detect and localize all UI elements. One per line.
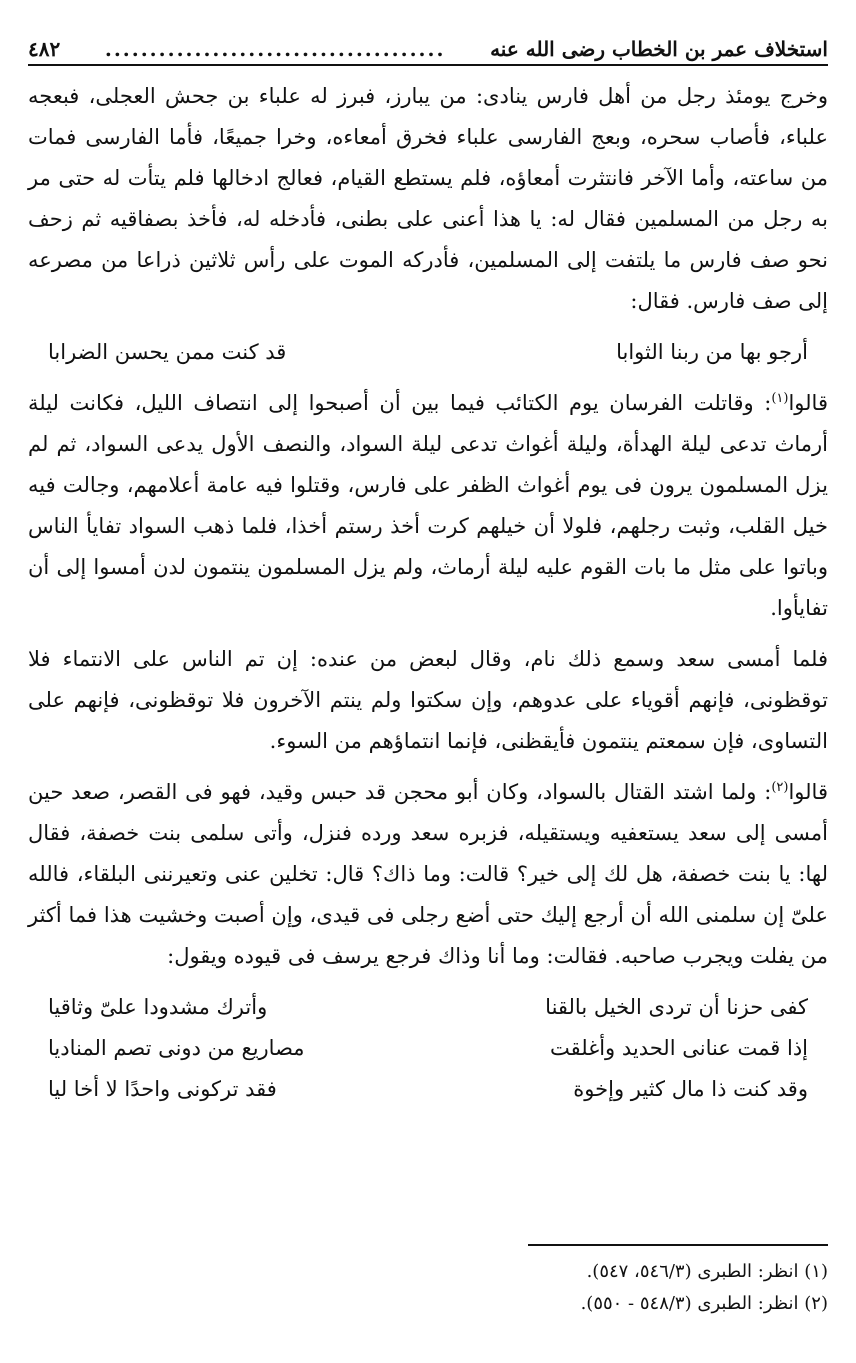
paragraph-4-lead: قالوا — [788, 780, 828, 804]
paragraph-3: فلما أمسى سعد وسمع ذلك نام، وقال لبعض من عنده: إن تم الناس على الانتماء فلا توقظونى، فإنهم أقوياء على عدوهم، وإن سكتوا ولم ينتم الآخرون فلا توقظونى، فإنهم على التساوى، فإن سمعتم ينتمون فأيقظنى، فإنما انتماؤهم من السوء. — [28, 647, 828, 753]
verse — [48, 987, 808, 1028]
paragraph-2-body: : وقاتلت الفرسان يوم الكتائب فيما بين أن أصبحوا إلى انتصاف الليل، فكانت ليلة أرماث تدعى ليلة الهدأة، وليلة أغواث تدعى ليلة السواد، والنصف الأول يدعى السواد، ثم لم يزل المسلمون يرون فى يوم أغواث الظفر على فارس، وقتلوا فيه عامة أعلامهم، وجالت فيه خيل القلب، وثبت رجلهم، فلولا أن خيلهم كرت أخذ رستم أخذا، فلما ذهب السواد تفايأ الناس وباتوا على مثل ما بات القوم عليه ليلة أرماث، ولم يزل المسلمون ينتمون لدن أمسوا إلى أن تفايأوا. — [28, 391, 828, 620]
paragraph-4 — [28, 772, 828, 977]
verse-second-hemistich: وأترك مشدودا علىّ وثاقيا — [48, 995, 268, 1019]
footnote-divider — [528, 1244, 828, 1246]
footnote-1: (١) انظر: الطبرى (٥٤٦/٣، ٥٤٧). — [586, 1261, 828, 1282]
verse-second-hemistich: مصاريع من دونى تصم المناديا — [48, 1036, 305, 1060]
verse — [48, 1028, 808, 1069]
footnote-ref-2: (٢) — [771, 780, 789, 795]
running-title: استخلاف عمر بن الخطاب رضى الله عنه — [490, 37, 828, 61]
header-leader-dots: ...................................... — [104, 37, 446, 61]
paragraph-4-body: : ولما اشتد القتال بالسواد، وكان أبو محجن قد حبس وقيد، فهو فى القصر، صعد حين أمسى إلى سعد يستعفيه ويستقيله، فزبره سعد ورده فنزل، وأتى سلمى بنت خصفة، فقال لها: يا بنت خصفة، هل لك إلى خير؟ قالت: وما ذاك؟ قال: تخلين عنى وتعيرننى البلقاء، فالله علىّ إن سلمنى الله أن أرجع إليك حتى أضع رجلى فى قيدى، وإن أصبت وخشيت هذا فما أكثر من يفلت ويجرب صاحبه. فقالت: وما أنا وذاك فرجع يرسف فى قيوده ويقول: — [28, 780, 828, 968]
verse-first-hemistich: إذا قمت عنانى الحديد وأغلقت — [550, 1036, 808, 1060]
verse-first-hemistich: كفى حزنا أن تردى الخيل بالقنا — [545, 995, 808, 1019]
paragraph-2 — [28, 383, 828, 629]
footnote-2: (٢) انظر: الطبرى (٥٤٨/٣ - ٥٥٠). — [580, 1293, 828, 1314]
verse-second-hemistich: فقد تركونى واحدًا لا أخا ليا — [48, 1077, 277, 1101]
page-header — [28, 30, 828, 66]
book-page — [28, 30, 828, 1340]
footnote-ref-1: (١) — [771, 391, 789, 406]
page-number: ٤٨٢ — [28, 37, 61, 61]
footnotes — [28, 1244, 828, 1320]
poem-1 — [48, 332, 808, 373]
verse-second-hemistich: قد كنت ممن يحسن الضرابا — [48, 340, 287, 364]
verse — [48, 332, 808, 373]
poem-2 — [48, 987, 808, 1110]
verse — [48, 1069, 808, 1110]
paragraph-2-lead: قالوا — [788, 391, 828, 415]
verse-first-hemistich: أرجو بها من ربنا الثوابا — [616, 340, 808, 364]
verse-first-hemistich: وقد كنت ذا مال كثير وإخوة — [573, 1077, 808, 1101]
paragraph-1: وخرج يومئذ رجل من أهل فارس ينادى: من يبارز، فبرز له علباء بن جحش العجلى، فبعجه علباء، فأصاب سحره، وبعج الفارسى علباء فخرق أمعاءه، وخرا جميعًا، فأما الفارسى فمات من ساعته، وأما الآخر فانتثرت أمعاؤه، فلم يستطع القيام، فعالج ادخالها فلم يتأت له حتى مر به رجل من المسلمين فقال له: يا هذا أعنى على بطنى، فأدخله له، فأخذ بصفاقيه ثم زحف نحو صف فارس ما يلتفت إلى المسلمين، فأدركه الموت على رأس ثلاثين ذراعا من مصرعه إلى صف فارس. فقال: — [28, 84, 828, 313]
